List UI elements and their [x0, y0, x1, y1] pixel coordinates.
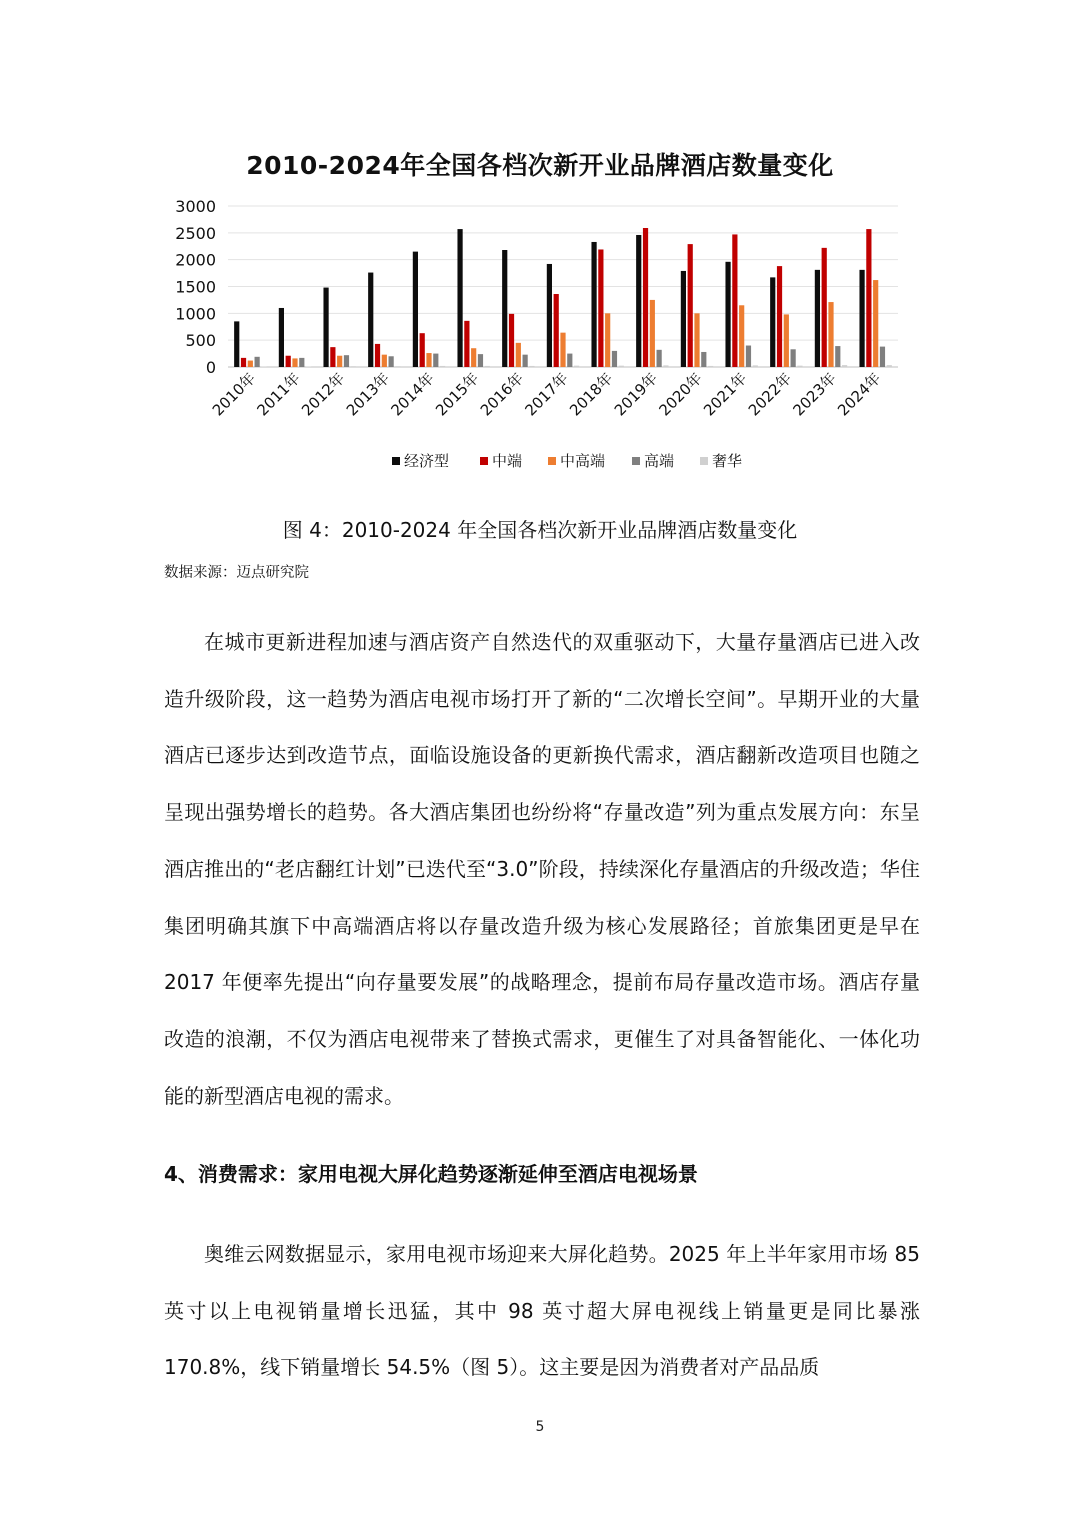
bar-高端-2011年	[299, 358, 304, 367]
legend-label: 中端	[492, 452, 523, 470]
bar-经济型-2016年	[502, 250, 507, 367]
bar-奢华-2020年	[708, 366, 713, 367]
bar-中端-2012年	[330, 347, 335, 367]
bar-经济型-2020年	[681, 271, 686, 367]
chart-title: 2010-2024年全国各档次新开业品牌酒店数量变化	[246, 151, 834, 180]
legend-swatch	[700, 457, 708, 465]
bar-中端-2024年	[866, 229, 871, 367]
bar-奢华-2019年	[663, 365, 668, 367]
bar-奢华-2010年	[261, 366, 266, 367]
bar-中端-2011年	[286, 356, 291, 367]
x-tick-label: 2019年	[610, 369, 662, 420]
x-tick-label: 2021年	[700, 369, 751, 420]
bar-中高端-2013年	[382, 355, 387, 367]
bar-中高端-2020年	[694, 313, 699, 367]
bar-经济型-2010年	[234, 321, 239, 367]
bar-高端-2017年	[567, 354, 572, 367]
figure-caption: 图 4：2010-2024 年全国各档次新开业品牌酒店数量变化	[282, 518, 798, 542]
bar-中高端-2017年	[560, 333, 565, 367]
legend-swatch	[392, 457, 400, 465]
bar-中端-2014年	[420, 333, 425, 367]
legend-swatch	[632, 457, 640, 465]
body-paragraph: 在城市更新进程加速与酒店资产自然迭代的双重驱动下，大量存量酒店已进入改造升级阶段，这一趋势为酒店电视市场打开了新的“二次增长空间”。早期开业的大量酒店已逐步达到改造节点，面临设施设备的更新换代需求，酒店翻新改造项目也随之呈现出强势增长的趋势。各大酒店集团也纷纷将“存量改造”列为重点发展方向：东呈酒店推出的“老店翻红计划”已迭代至“3.0”阶段，持续深化存量酒店的升级改造；华住集团明确其旗下中高端酒店将以存量改造升级为核心发展路径；首旅集团更是早在 2017 年便率先提出“向存量要发展”的战略理念，提前布局存量改造市场。酒店存量改造的浪潮，不仅为酒店电视带来了替换式需求，更催生了对具备智能化、一体化功能的新型酒店电视的需求。	[164, 630, 920, 1108]
x-axis-tick-labels	[209, 369, 885, 419]
bar-奢华-2014年	[440, 366, 445, 367]
bar-高端-2021年	[746, 346, 751, 367]
x-tick-label: 2020年	[655, 369, 706, 420]
x-tick-label: 2016年	[476, 369, 528, 420]
bar-经济型-2024年	[859, 270, 864, 367]
bar-高端-2014年	[433, 354, 438, 367]
bar-奢华-2016年	[529, 366, 534, 367]
legend-swatch	[480, 457, 488, 465]
bar-中高端-2019年	[650, 300, 655, 367]
bar-高端-2018年	[612, 351, 617, 367]
bar-高端-2024年	[880, 347, 885, 367]
legend-swatch	[548, 457, 556, 465]
bar-经济型-2014年	[413, 252, 418, 367]
bar-奢华-2012年	[351, 366, 356, 367]
bar-奢华-2022年	[797, 366, 802, 367]
bar-中高端-2010年	[248, 361, 253, 367]
x-tick-label: 2011年	[253, 369, 304, 420]
bar-高端-2022年	[791, 349, 796, 367]
bar-奢华-2011年	[306, 366, 311, 367]
x-tick-label: 2013年	[342, 369, 394, 420]
y-tick-label: 1000	[175, 304, 216, 324]
legend-label: 高端	[644, 452, 675, 470]
bar-中端-2017年	[554, 294, 559, 367]
bar-中端-2019年	[643, 228, 648, 367]
bar-中端-2023年	[822, 248, 827, 367]
data-source-note: 数据来源：迈点研究院	[164, 565, 309, 581]
chart-bars	[234, 228, 892, 367]
bar-chart	[160, 190, 920, 490]
x-tick-label: 2017年	[521, 369, 572, 420]
bar-奢华-2024年	[887, 365, 892, 367]
bar-经济型-2011年	[279, 308, 284, 367]
bar-中端-2013年	[375, 344, 380, 367]
bar-高端-2023年	[835, 346, 840, 367]
x-tick-label: 2018年	[566, 369, 617, 420]
chart-legend	[392, 452, 742, 470]
bar-经济型-2021年	[725, 262, 730, 367]
y-tick-label: 500	[185, 331, 216, 351]
bar-中高端-2023年	[828, 302, 833, 367]
bar-中端-2016年	[509, 314, 514, 367]
bar-高端-2010年	[255, 357, 260, 367]
bar-中端-2021年	[732, 234, 737, 367]
bar-经济型-2013年	[368, 273, 373, 367]
bar-奢华-2018年	[619, 366, 624, 367]
bar-高端-2012年	[344, 355, 349, 367]
bar-中高端-2012年	[337, 356, 342, 367]
bar-经济型-2023年	[815, 270, 820, 367]
bar-高端-2019年	[657, 350, 662, 367]
y-tick-label: 3000	[175, 197, 216, 216]
bar-中端-2015年	[464, 321, 469, 367]
bar-经济型-2012年	[323, 288, 328, 367]
bar-中高端-2021年	[739, 305, 744, 367]
x-tick-label: 2022年	[744, 369, 796, 420]
bar-奢华-2013年	[395, 366, 400, 367]
x-tick-label: 2024年	[834, 369, 885, 420]
bar-高端-2013年	[389, 356, 394, 367]
legend-label: 中高端	[560, 452, 606, 470]
bar-中端-2020年	[688, 244, 693, 367]
bar-中高端-2014年	[426, 353, 431, 367]
bar-经济型-2019年	[636, 235, 641, 367]
body-paragraph: 奥维云网数据显示，家用电视市场迎来大屏化趋势。2025 年上半年家用市场 85 英寸以上电视销量增长迅猛，其中 98 英寸超大屏电视线上销量更是同比暴涨 170.8%，线下销量增长 54.5%（图 5）。这主要是因为消费者对产品品质	[164, 1242, 920, 1380]
y-tick-label: 0	[205, 358, 216, 377]
bar-中高端-2011年	[292, 358, 297, 367]
bar-高端-2020年	[701, 352, 706, 367]
bar-中端-2010年	[241, 358, 246, 367]
bar-奢华-2023年	[842, 365, 847, 367]
bar-中高端-2024年	[873, 280, 878, 367]
x-tick-label: 2015年	[432, 369, 483, 420]
x-tick-label: 2023年	[789, 369, 840, 420]
bar-奢华-2021年	[753, 365, 758, 367]
bar-中高端-2015年	[471, 348, 476, 367]
x-tick-label: 2012年	[298, 369, 349, 420]
bar-高端-2015年	[478, 354, 483, 367]
page-number: 5	[535, 1419, 545, 1435]
bar-中高端-2018年	[605, 313, 610, 367]
bar-中高端-2022年	[784, 314, 789, 367]
section-heading: 4、消费需求：家用电视大屏化趋势逐渐延伸至酒店电视场景	[164, 1162, 698, 1186]
bar-中端-2018年	[598, 249, 603, 367]
y-tick-label: 2000	[175, 250, 216, 270]
x-tick-label: 2010年	[208, 369, 260, 420]
bar-经济型-2022年	[770, 277, 775, 367]
y-tick-label: 2500	[175, 223, 216, 243]
bar-奢华-2017年	[574, 366, 579, 367]
bar-中高端-2016年	[516, 343, 521, 367]
bar-经济型-2018年	[591, 242, 596, 367]
bar-经济型-2015年	[457, 229, 462, 367]
bar-高端-2016年	[523, 355, 528, 367]
bar-中端-2022年	[777, 266, 782, 367]
legend-label: 经济型	[404, 452, 450, 470]
legend-label: 奢华	[712, 452, 743, 470]
y-axis-tick-labels	[175, 197, 216, 377]
bar-经济型-2017年	[547, 264, 552, 367]
x-tick-label: 2014年	[387, 369, 438, 420]
y-tick-label: 1500	[175, 277, 216, 297]
bar-奢华-2015年	[485, 366, 490, 367]
